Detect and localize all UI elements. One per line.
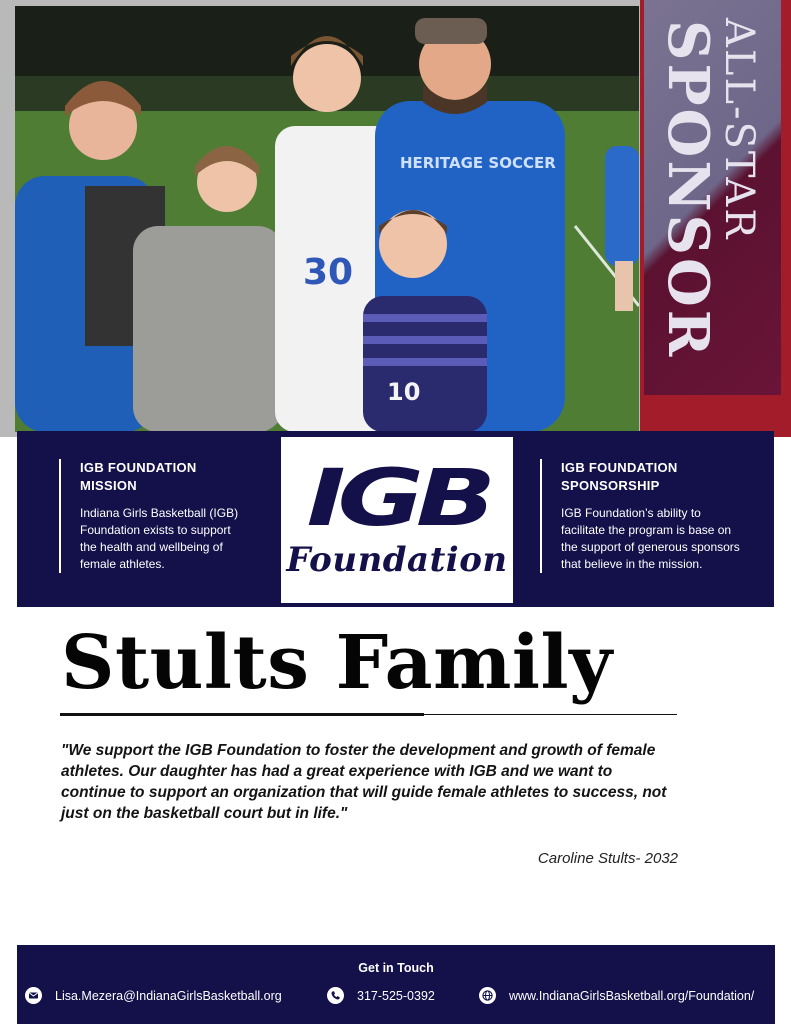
sponsor-line-sponsor: SPONSOR	[655, 20, 721, 360]
website-text[interactable]: www.IndianaGirlsBasketball.org/Foundation/	[509, 988, 755, 1003]
contact-phone[interactable]	[327, 987, 435, 1004]
globe-icon	[479, 987, 496, 1004]
phone-icon	[327, 987, 344, 1004]
family-photo	[15, 6, 639, 432]
contact-website[interactable]	[479, 987, 754, 1004]
logo-mark: IGB	[306, 454, 488, 544]
sponsorship-heading: IGB FOUNDATION SPONSORSHIP	[561, 460, 678, 493]
sponsor-quote: "We support the IGB Foundation to foster the development and growth of female athletes. Our daughter has had a great experience with IGB and we want to continue to support an organization that will guide female athletes to success, not just on the basketball court but in life."	[61, 742, 667, 822]
sponsorship-body: IGB Foundation’s ability to facilitate the program is base on the support of generous sponsors that believe in the mission.	[561, 506, 740, 571]
email-text[interactable]: Lisa.Mezera@IndianaGirlsBasketball.org	[55, 988, 282, 1003]
mission-body: Indiana Girls Basketball (IGB) Foundation exists to support the health and wellbeing of female athletes.	[80, 506, 239, 571]
phone-text[interactable]: 317-525-0392	[357, 988, 435, 1003]
contact-email[interactable]	[25, 987, 282, 1004]
mission-heading: IGB FOUNDATION MISSION	[80, 460, 197, 493]
igb-foundation-logo	[281, 437, 513, 603]
mission-section	[59, 459, 249, 573]
family-name-title: Stults Family	[61, 620, 613, 706]
info-band	[17, 431, 774, 607]
sponsorship-section	[540, 459, 740, 573]
sponsor-banner-text	[653, 10, 773, 390]
title-divider-thick	[60, 713, 424, 716]
photo-frame	[0, 0, 645, 437]
sponsor-line-all-star: ALL-STAR	[716, 18, 762, 241]
shirt-text: HERITAGE SOCCER	[400, 154, 556, 172]
jersey-number-10: 10	[387, 378, 421, 406]
jersey-number-30: 30	[303, 252, 354, 293]
email-icon	[25, 987, 42, 1004]
footer	[17, 945, 775, 1024]
quote-attribution: Caroline Stults- 2032	[537, 850, 678, 867]
footer-title: Get in Touch	[358, 961, 434, 975]
logo-subtitle: Foundation	[286, 540, 508, 580]
